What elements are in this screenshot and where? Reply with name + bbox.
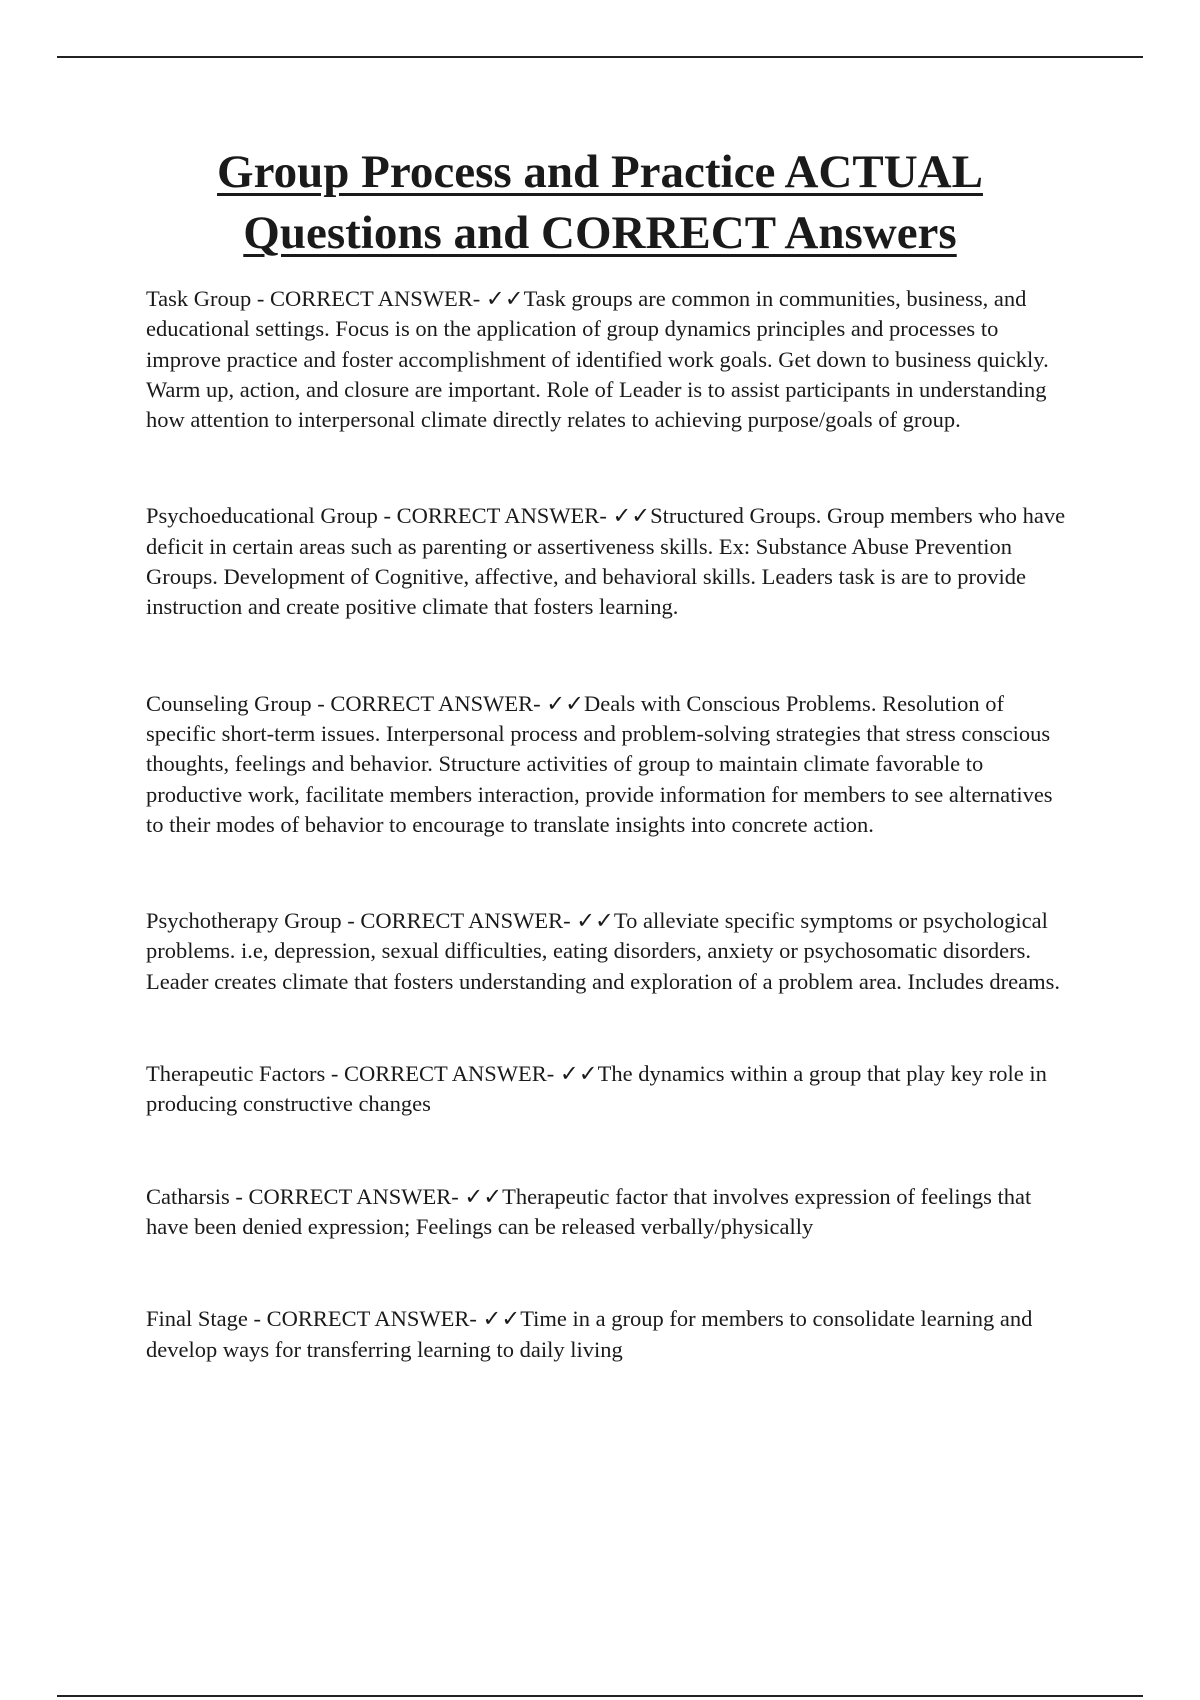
entry-separator: - CORRECT ANSWER- (247, 1306, 483, 1332)
entry-separator: - CORRECT ANSWER- (311, 690, 547, 716)
entry-answer: To alleviate specific symptoms or psychological problems. i.e, depression, sexual difficulties, eating disorders, anxiety or psychosomatic disorders. Leader creates climate that fosters understanding and exploration of a problem area. Includes dreams. (146, 908, 1060, 994)
entry-answer: Task groups are common in communities, business, and educational settings. Focus is on the application of group dynamics principles and processes to improve practice and foster accomplishment of identified work goals. Get down to business quickly. Warm up, action, and closure are important. Role of Leader is to assist participants in understanding how attention to interpersonal climate directly relates to achieving purpose/goals of group. (146, 286, 1049, 433)
qa-entry-therapeutic-factors (146, 1059, 1066, 1120)
double-check-icon: ✓✓ (559, 1061, 598, 1087)
entry-separator: - CORRECT ANSWER- (325, 1061, 560, 1087)
qa-entry-task-group (146, 284, 1066, 435)
entry-term: Task Group (146, 286, 252, 311)
entry-term: Therapeutic Factors (146, 1061, 326, 1087)
double-check-icon: ✓✓ (482, 1306, 521, 1332)
qa-entry-final-stage (146, 1304, 1066, 1365)
qa-list (146, 284, 1066, 1365)
entry-separator: - CORRECT ANSWER- (229, 1183, 465, 1209)
qa-entry-psychotherapy-group (146, 906, 1066, 997)
double-check-icon: ✓✓ (576, 908, 614, 934)
entry-term: Psychotherapy Group (146, 908, 342, 934)
entry-term: Psychoeducational Group (146, 503, 378, 529)
qa-entry-psychoeducational-group (146, 501, 1066, 622)
bottom-divider (57, 1695, 1143, 1697)
qa-entry-catharsis (146, 1182, 1066, 1243)
title-line-1: Group Process and Practice ACTUAL (217, 146, 983, 198)
entry-term: Catharsis (146, 1183, 230, 1209)
double-check-icon: ✓✓ (485, 286, 524, 311)
entry-answer: Therapeutic factor that involves expression of feelings that have been denied expression; Feelings can be released verbally/physically (146, 1183, 1032, 1239)
entry-answer: The dynamics within a group that play key role in producing constructive changes (146, 1061, 1047, 1117)
qa-entry-counseling-group (146, 689, 1066, 840)
entry-separator: - CORRECT ANSWER- (377, 503, 613, 529)
title-line-2: Questions and CORRECT Answers (243, 207, 957, 259)
double-check-icon: ✓✓ (546, 690, 584, 716)
entry-separator: - CORRECT ANSWER- (251, 286, 486, 311)
double-check-icon: ✓✓ (612, 503, 651, 529)
entry-answer: Deals with Conscious Problems. Resolution of specific short-term issues. Interpersonal process and problem-solving strategies that stress conscious thoughts, feelings and behavior. Structure activities of group to maintain climate favorable to productive work, facilitate members interaction, provide information for members to see alternatives to their modes of behavior to encourage to translate insights into concrete action. (146, 690, 1053, 837)
entry-answer: Structured Groups. Group members who have deficit in certain areas such as parenting or assertiveness skills. Ex: Substance Abuse Prevention Groups. Development of Cognitive, affective, and behavioral skills. Leaders task is are to provide instruction and create positive climate that fosters learning. (146, 503, 1066, 620)
document-title (60, 142, 1140, 264)
entry-term: Final Stage (146, 1306, 248, 1332)
entry-term: Counseling Group (146, 690, 312, 716)
top-divider (57, 56, 1143, 58)
entry-separator: - CORRECT ANSWER- (341, 908, 577, 934)
entry-answer: Time in a group for members to consolidate learning and develop ways for transferring learning to daily living (146, 1306, 1033, 1362)
double-check-icon: ✓✓ (464, 1183, 503, 1209)
